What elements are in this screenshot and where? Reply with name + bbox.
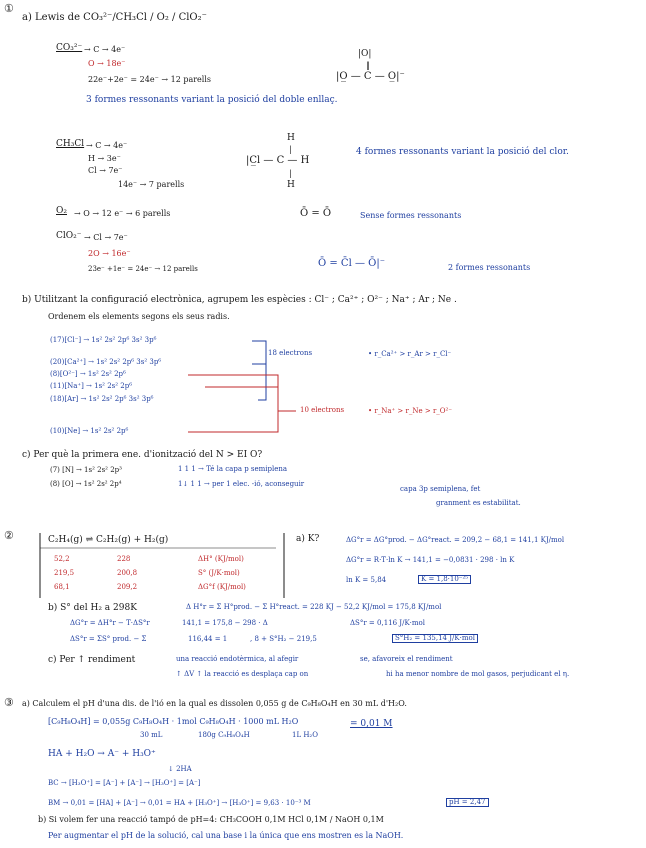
config-o: (8)[O²⁻] → 1s² 2s² 2p⁶ (50, 370, 126, 378)
co3-resonance-note: 3 formes ressonants variant la posició del doble enllaç. (86, 95, 338, 105)
clo2-line1: → Cl → 7e⁻ (84, 233, 128, 242)
ch3cl-struct-h-top: H (287, 133, 295, 143)
q2-b-line6: 116,44 = 1 (188, 635, 228, 643)
ch3cl-label: CH₃Cl (56, 139, 85, 149)
ch3cl-line1: → C → 4e⁻ (86, 141, 128, 150)
q2-col2-h: 228 (117, 555, 131, 563)
q2-b-answer: S°H₂ = 135,14 J/K·mol (392, 634, 478, 643)
q2-a-title: a) K? (296, 534, 320, 544)
q3-conc-den2: 180g C₉H₈O₄H (198, 731, 250, 739)
q3-charge-balance: BC → [H₃O⁺] = [A⁻] + [A⁻] → [H₃O⁺] = [A⁻] (48, 779, 201, 787)
q1-c-title: c) Per què la primera ene. d'ionització del N > EI O? (22, 450, 263, 460)
o-config: (8) [O] → 1s² 2s² 2p⁴ (50, 480, 122, 488)
q3-conc-result: = 0,01 M (350, 719, 393, 729)
co3-struct-double: ‖ (366, 61, 370, 70)
co3-line1: → C → 4e⁻ (84, 45, 126, 54)
q2-a-line1: ΔG°r = ΔG°prod. − ΔG°react. = 209,2 − 68,1 = 141,1 KJ/mol (346, 536, 565, 544)
bracket-18-ar (258, 364, 266, 400)
q2-number: ② (4, 529, 14, 542)
ch3cl-struct-bar-top: | (289, 145, 292, 154)
ch3cl-line3: Cl → 7e⁻ (88, 166, 123, 175)
q3-conc-den3: 1L H₂O (292, 731, 318, 739)
q2-col1-h: 52,2 (54, 555, 70, 563)
q2-label-h: ΔH° (KJ/mol) (198, 555, 244, 563)
q1-a-title: a) Lewis de CO₃²⁻/CH₃Cl / O₂ / ClO₂⁻ (22, 12, 207, 23)
q3-b-title: b) Si volem fer una reacció tampó de pH=4: CH₃COOH 0,1M HCl 0,1M / NaOH 0,1M (38, 815, 384, 824)
q2-c-line3: se, afavoreix el rendiment (360, 655, 453, 663)
q3-ph-answer: pH = 2,47 (446, 798, 489, 807)
q2-equation: C₂H₄(g) ⇌ C₂H₂(g) + H₂(g) (48, 535, 169, 545)
q3-conc-main: [C₉H₈O₄H] = 0,055g C₉H₈O₄H · 1mol C₉H₈O₄H · 1000 mL H₂O (48, 717, 299, 726)
config-ne: (10)[Ne] → 1s² 2s² 2p⁶ (50, 427, 129, 435)
co3-line3: 22e⁻+2e⁻ = 24e⁻ → 12 parells (88, 75, 211, 84)
o2-struct: Ō = Ō (300, 208, 332, 219)
q1-b-subtitle: Ordenem els elements segons els seus radis. (48, 312, 230, 321)
q2-a-line3: ln K = 5,84 (346, 576, 387, 584)
group-10-label: 10 electrons (300, 406, 345, 414)
o2-line: → O → 12 e⁻ → 6 parells (74, 209, 171, 218)
q3-number: ③ (4, 696, 14, 709)
q1-number: ① (4, 2, 14, 15)
q2-col2-s: 200,8 (117, 569, 138, 577)
q2-c-line2: ↑ ΔV ↑ la reacció es desplaça cap on (176, 670, 309, 678)
config-ar: (18)[Ar] → 1s² 2s² 2p⁶ 3s² 3p⁶ (50, 395, 154, 403)
bracket-18-electrons (252, 341, 266, 364)
q2-b-line3: 141,1 = 175,8 − 298 · Δ (182, 619, 268, 627)
clo2-struct: Ō = C̄l — Ō|⁻ (318, 258, 385, 269)
bracket-10-electrons (188, 375, 296, 432)
ch3cl-struct-main: |C̲l — C — H (246, 155, 310, 166)
ch3cl-line4: 14e⁻ → 7 parells (118, 180, 185, 189)
q2-b-line2: ΔG°r = ΔH°r − T·ΔS°r (70, 619, 150, 627)
n-orbital-boxes: 1 1 1 → Té la capa p semiplena (178, 465, 288, 473)
order-18: • r_Ca²⁺ > r_Ar > r_Cl⁻ (368, 350, 452, 358)
order-10: • r_Na⁺ > r_Ne > r_O²⁻ (368, 407, 453, 415)
config-na: (11)[Na⁺] → 1s² 2s² 2p⁶ (50, 382, 133, 390)
co3-line2: O → 18e⁻ (88, 59, 126, 68)
ch3cl-struct-bar-bot: | (289, 169, 292, 178)
o-note-2: granment es estabilitat. (436, 499, 521, 507)
o2-note: Sense formes ressonants (360, 211, 462, 220)
clo2-note: 2 formes ressonants (448, 263, 531, 272)
co3-struct-main: |O̲ — C — O̲|⁻ (336, 71, 405, 82)
q3-equation-note: ↓ 2HA (168, 765, 192, 773)
q2-c-line4: hi ha menor nombre de mol gasos, perjudicant el η. (386, 670, 570, 678)
q3-conc-den1: 30 mL (140, 731, 163, 739)
q2-a-answer: K = 1,8·10⁻²⁵ (418, 575, 471, 584)
q2-b-title: b) S° del H₂ a 298K (48, 603, 137, 613)
q3-equation: HA + H₂O → A⁻ + H₃O⁺ (48, 749, 156, 759)
config-cl: (17)[Cl⁻] → 1s² 2s² 2p⁶ 3s² 3p⁶ (50, 336, 157, 344)
group-18-label: 18 electrons (268, 349, 313, 357)
q2-b-line1: Δ H°r = Σ H°prod. − Σ H°react. = 228 KJ − 52,2 KJ/mol = 175,8 KJ/mol (186, 603, 442, 611)
q2-col1-s: 219,5 (54, 569, 75, 577)
clo2-line3: 23e⁻ +1e⁻ = 24e⁻ → 12 parells (88, 265, 198, 273)
q2-col2-g: 209,2 (117, 583, 138, 591)
q1-b-title: b) Utilitzant la configuració electrònica, agrupem les espècies : Cl⁻ ; Ca²⁺ ; O²⁻ ; Na⁺ ; Ar ; Ne . (22, 295, 457, 305)
ch3cl-line2: H → 3e⁻ (88, 154, 121, 163)
q3-b-answer: Per augmentar el pH de la solució, cal una base i la única que ens mostren es la NaOH. (48, 831, 404, 840)
co3-label: CO₃²⁻ (56, 43, 83, 53)
q3-a-title: a) Calculem el pH d'una dis. de l'ió en la qual es dissolen 0,055 g de C₉H₈O₄H en 30 mL d'H₂O. (22, 699, 407, 708)
ch3cl-resonance-note: 4 formes ressonants variant la posició del clor. (356, 147, 569, 157)
o2-label: O₂ (56, 206, 67, 216)
o-orbital-boxes: 1↓ 1 1 → per 1 elec. -ió, aconseguir (178, 480, 305, 488)
q2-label-g: ΔG°f (KJ/mol) (198, 583, 246, 591)
q2-c-title: c) Per ↑ rendiment (48, 655, 136, 665)
n-config: (7) [N] → 1s² 2s² 2p³ (50, 466, 122, 474)
config-ca: (20)[Ca²⁺] → 1s² 2s² 2p⁶ 3s² 3p⁶ (50, 358, 162, 366)
co3-struct-top: |O| (358, 49, 372, 59)
q2-b-line5: ΔS°r = ΣS° prod. − Σ (70, 635, 147, 643)
q2-b-line4: ΔS°r = 0,116 J/K·mol (350, 619, 425, 627)
clo2-label: ClO₂⁻ (56, 231, 82, 241)
ch3cl-struct-h-bot: H (287, 180, 295, 190)
q2-col1-g: 68,1 (54, 583, 70, 591)
q2-label-s: S° (J/K·mol) (198, 569, 240, 577)
clo2-line2: 2O → 16e⁻ (88, 249, 131, 258)
q3-mass-balance: BM → 0,01 = [HA] + [A⁻] → 0,01 = HA + [H₃O⁺] → [H₃O⁺] = 9,63 · 10⁻³ M (48, 799, 311, 807)
o-note-1: capa 3p semiplena, fet (400, 485, 481, 493)
q2-c-line1: una reacció endotèrmica, al afegir (176, 655, 299, 663)
q2-b-line7: , 8 + S°H₂ − 219,5 (250, 635, 317, 643)
q2-a-line2: ΔG°r = R·T·ln K → 141,1 = −0,0831 · 298 · ln K (346, 556, 515, 564)
